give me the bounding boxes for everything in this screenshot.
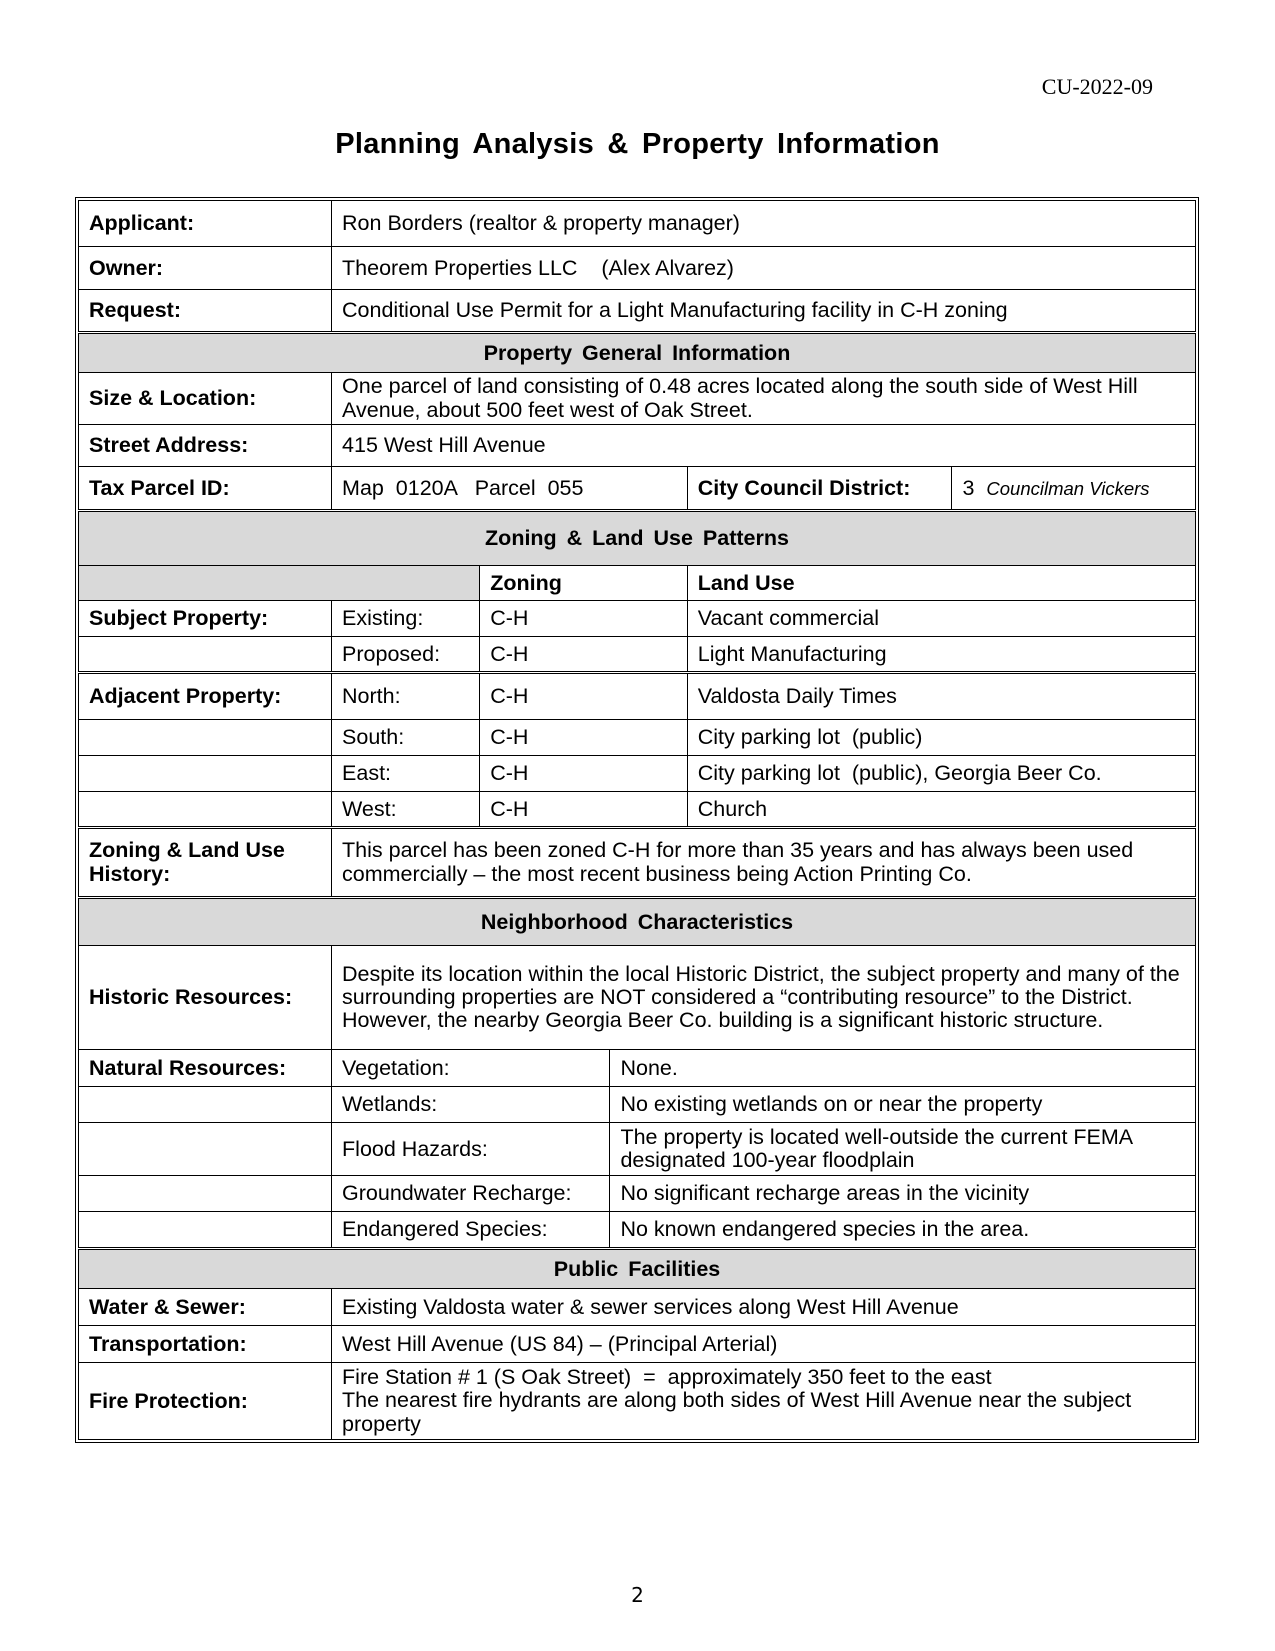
street-address-value: 415 West Hill Avenue [332,425,1196,467]
flood-hazards-label: Flood Hazards: [332,1123,610,1176]
street-address-row [79,425,1196,467]
size-location-label: Size & Location: [79,373,332,425]
endangered-species-value: No known endangered species in the area. [610,1212,1196,1249]
neighborhood-heading: Neighborhood Characteristics [79,898,1196,946]
transportation-value: West Hill Avenue (US 84) – (Principal Arterial) [332,1326,1196,1363]
adjacent-south-zoning: C-H [480,720,688,756]
applicant-label: Applicant: [79,201,332,247]
subject-proposed-zoning: C-H [480,637,688,673]
adjacent-north-label: North: [332,673,480,720]
owner-label: Owner: [79,247,332,290]
endangered-species-blank [79,1212,332,1249]
fire-hydrant-line: The nearest fire hydrants are along both sides of West Hill Avenue near the subject property [342,1388,1132,1436]
adjacent-west-label: West: [332,792,480,828]
tax-parcel-row [79,467,1196,511]
council-district-value [952,467,1196,511]
wetlands-blank [79,1087,332,1123]
adjacent-south-blank [79,720,332,756]
groundwater-blank [79,1176,332,1212]
zoning-history-row [79,828,1196,898]
subject-proposed-label: Proposed: [332,637,480,673]
property-info-frame [75,197,1199,1443]
fire-protection-label: Fire Protection: [79,1363,332,1440]
adjacent-south-use: City parking lot (public) [687,720,1195,756]
endangered-species-row [79,1212,1196,1249]
wetlands-row [79,1087,1196,1123]
zoning-column-header: Zoning [480,566,688,601]
general-heading: Property General Information [79,333,1196,373]
adjacent-north-zoning: C-H [480,673,688,720]
page-title: Planning Analysis & Property Information [335,128,940,160]
transportation-row [79,1326,1196,1363]
subject-proposed-use: Light Manufacturing [687,637,1195,673]
endangered-species-label: Endangered Species: [332,1212,610,1249]
applicant-value: Ron Borders (realtor & property manager) [332,201,1196,247]
groundwater-label: Groundwater Recharge: [332,1176,610,1212]
vegetation-value: None. [610,1050,1196,1087]
request-value: Conditional Use Permit for a Light Manufacturing facility in C-H zoning [332,290,1196,333]
transportation-label: Transportation: [79,1326,332,1363]
zoning-section-header [79,511,1196,566]
owner-value: Theorem Properties LLC (Alex Alvarez) [332,247,1196,290]
adjacent-east-zoning: C-H [480,756,688,792]
adjacent-north-use: Valdosta Daily Times [687,673,1195,720]
adjacent-south-row [79,720,1196,756]
flood-hazards-blank [79,1123,332,1176]
adjacent-east-label: East: [332,756,480,792]
zoning-history-label: Zoning & Land Use History: [79,828,332,898]
historic-resources-row [79,946,1196,1050]
adjacent-south-label: South: [332,720,480,756]
request-row [79,290,1196,333]
council-district-number: 3 [962,475,975,500]
case-number: CU-2022-09 [1041,74,1153,99]
request-label: Request: [79,290,332,333]
facilities-section-header [79,1249,1196,1289]
street-address-label: Street Address: [79,425,332,467]
adjacent-east-use: City parking lot (public), Georgia Beer Co. [687,756,1195,792]
general-section-header [79,333,1196,373]
subject-existing-row [79,601,1196,637]
subject-proposed-blank [79,637,332,673]
zoning-header-blank [79,566,480,601]
adjacent-east-blank [79,756,332,792]
size-location-value: One parcel of land consisting of 0.48 acres located along the south side of West Hill Avenue, about 500 feet west of Oak Street. [332,373,1196,425]
councilman-name: Councilman Vickers [986,477,1150,499]
wetlands-label: Wetlands: [332,1087,610,1123]
historic-resources-label: Historic Resources: [79,946,332,1050]
subject-proposed-row [79,637,1196,673]
groundwater-row [79,1176,1196,1212]
flood-hazards-value: The property is located well-outside the current FEMA designated 100-year floodplain [610,1123,1196,1176]
vegetation-row [79,1050,1196,1087]
facilities-heading: Public Facilities [79,1249,1196,1289]
tax-parcel-label: Tax Parcel ID: [79,467,332,511]
adjacent-north-row [79,673,1196,720]
historic-resources-value: Despite its location within the local Historic District, the subject property and many of the surrounding properties are NOT considered a “contributing resource” to the District. However, the nearby Georgia Beer Co. building is a significant historic structure. [332,946,1196,1050]
applicant-row [79,201,1196,247]
groundwater-value: No significant recharge areas in the vicinity [610,1176,1196,1212]
page-number: 2 [631,1583,644,1607]
tax-parcel-value: Map 0120A Parcel 055 [332,467,688,511]
adjacent-west-blank [79,792,332,828]
natural-resources-label: Natural Resources: [79,1050,332,1087]
water-sewer-label: Water & Sewer: [79,1289,332,1326]
zoning-column-header-row [79,566,1196,601]
water-sewer-row [79,1289,1196,1326]
fire-protection-value [332,1363,1196,1440]
neighborhood-section-header [79,898,1196,946]
subject-property-label: Subject Property: [79,601,332,637]
fire-protection-row [79,1363,1196,1440]
land-use-column-header: Land Use [687,566,1195,601]
vegetation-label: Vegetation: [332,1050,610,1087]
subject-existing-use: Vacant commercial [687,601,1195,637]
zoning-heading: Zoning & Land Use Patterns [79,511,1196,566]
adjacent-west-use: Church [687,792,1195,828]
council-district-label: City Council District: [687,467,952,511]
adjacent-west-row [79,792,1196,828]
adjacent-east-row [79,756,1196,792]
adjacent-west-zoning: C-H [480,792,688,828]
property-info-table [78,200,1196,1440]
flood-hazards-row [79,1123,1196,1176]
fire-station-line: Fire Station # 1 (S Oak Street) = approximately 350 feet to the east [342,1365,992,1390]
subject-existing-zoning: C-H [480,601,688,637]
adjacent-property-label: Adjacent Property: [79,673,332,720]
size-location-row [79,373,1196,425]
wetlands-value: No existing wetlands on or near the property [610,1087,1196,1123]
owner-row [79,247,1196,290]
water-sewer-value: Existing Valdosta water & sewer services along West Hill Avenue [332,1289,1196,1326]
subject-existing-label: Existing: [332,601,480,637]
zoning-history-value: This parcel has been zoned C-H for more than 35 years and has always been used commercially – the most recent business being Action Printing Co. [332,828,1196,898]
